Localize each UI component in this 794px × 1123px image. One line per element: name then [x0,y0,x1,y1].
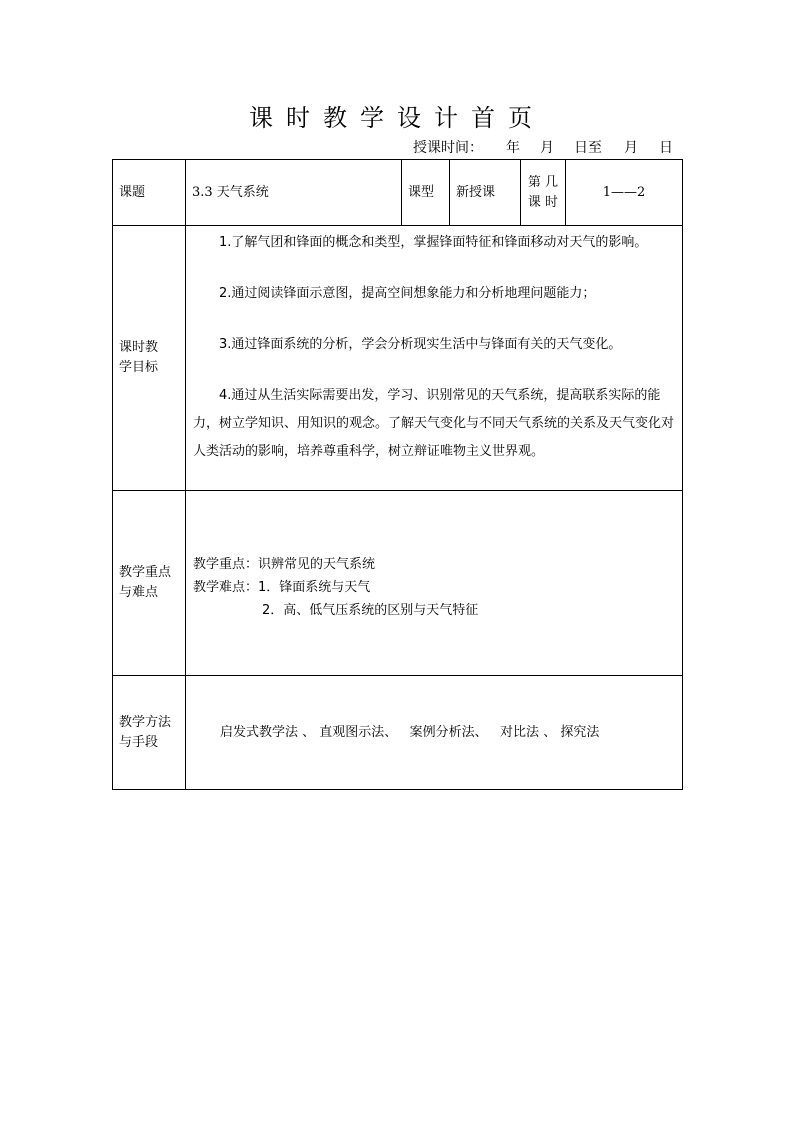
date-label: 授课时间： [413,140,483,156]
objective-item: 4.通过从生活实际需要出发，学习、识别常见的天气系统，提高联系实际的能力，树立学知识、用知识的观念。了解天气变化与不同天气系统的关系及天气变化对人类活动的影响，培养尊重科学，树立辩证唯物主义世界观。 [193,388,675,459]
topic-value: 3.3 天气系统 [186,160,402,226]
objective-item: 3.通过锋面系统的分析，学会分析现实生活中与锋面有关的天气变化。 [219,337,622,352]
objectives-label [113,226,186,491]
date-month-start: 月 [540,140,554,156]
lesson-date-line [408,138,678,158]
teaching-focus: 教学重点：识辨常见的天气系统 [193,557,376,572]
methods-content: 启发式教学法 、 直观图示法、 案例分析法、 对比法 、 探究法 [186,676,683,790]
lesson-type-value: 新授课 [450,160,521,226]
period-value: 1——2 [566,160,683,226]
key-points-label-line1: 教学重点 [119,565,172,580]
key-points-label-line2: 与难点 [119,585,159,600]
objectives-label-line1: 课时教 [119,340,159,355]
lesson-plan-table [112,159,683,790]
period-label-line2: 课 时 [527,194,559,210]
lesson-type-label: 课型 [402,160,450,226]
period-label-line1: 第 几 [527,174,559,190]
date-day-end: 日 [659,140,673,156]
objectives-content [186,226,683,491]
topic-label: 课题 [113,160,186,226]
teaching-difficulty-2: 2．高、低气压系统的区别与天气特征 [262,603,479,618]
date-year: 年 [506,140,520,156]
period-label [521,160,566,226]
methods-label-line1: 教学方法 [119,714,172,730]
key-points-row [113,491,683,676]
page-title: 课时教学设计首页 [249,104,545,132]
objective-item: 2.通过阅读锋面示意图，提高空间想象能力和分析地理问题能力； [219,286,596,301]
methods-label-line2: 与手段 [119,734,159,750]
objectives-row [113,226,683,491]
methods-label [113,676,186,790]
methods-row [113,676,683,790]
key-points-label [113,491,186,676]
topic-row [113,160,683,226]
date-day-to: 日至 [574,140,602,156]
objectives-label-line2: 学目标 [119,360,159,375]
teaching-difficulty-1: 教学难点：1．锋面系统与天气 [193,580,371,595]
objective-item: 1.了解气团和锋面的概念和类型，掌握锋面特征和锋面移动对天气的影响。 [219,235,648,250]
date-month-end: 月 [624,140,638,156]
key-points-content [186,491,683,676]
